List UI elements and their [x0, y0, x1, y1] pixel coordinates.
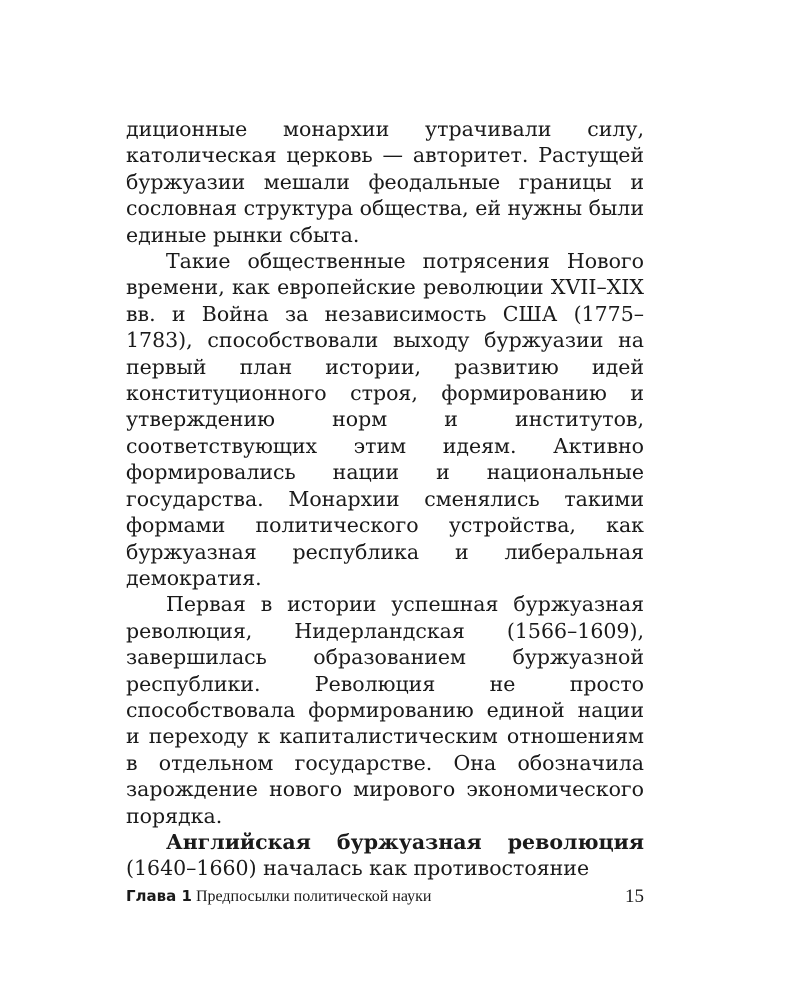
- chapter-title: Предпосылки политической науки: [191, 888, 432, 905]
- running-footer: [126, 886, 644, 910]
- paragraph-1: диционные монархии утрачивали силу, католическая церковь — авторитет. Растущей буржуазии мешали феодальные границы и сословная структура общества, ей нужны были единые рынки сбыта.: [126, 117, 644, 247]
- paragraph-4-lead: Английская буржуазная революция: [166, 829, 644, 854]
- body-text: [126, 116, 644, 882]
- page-number: 15: [625, 886, 644, 907]
- paragraph-4: [126, 829, 644, 882]
- paragraph-4-rest: (1640–1660) началась как противостояние: [126, 856, 590, 881]
- paragraph-2: Такие общественные потрясения Нового времени, как европейские революции XVII–XIX вв. и Война за независимость США (1775–1783), способствовали выходу буржуазии на первый план истории, развитию идей конституционного строя, формированию и утверждению норм и институтов, соответствующих этим идеям. Активно формировались нации и национальные государства. Монархии сменялись такими формами политического устройства, как буржуазная республика и либеральная демократия.: [126, 249, 644, 590]
- paragraph-3: Первая в истории успешная буржуазная революция, Нидерландская (1566–1609), завершилась образованием буржуазной республики. Революция не просто способствовала формированию единой нации и переходу к капиталистическим отношениям в отдельном государстве. Она обозначила зарождение нового мирового экономического порядка.: [126, 592, 644, 828]
- chapter-label: Глава 1: [126, 887, 192, 905]
